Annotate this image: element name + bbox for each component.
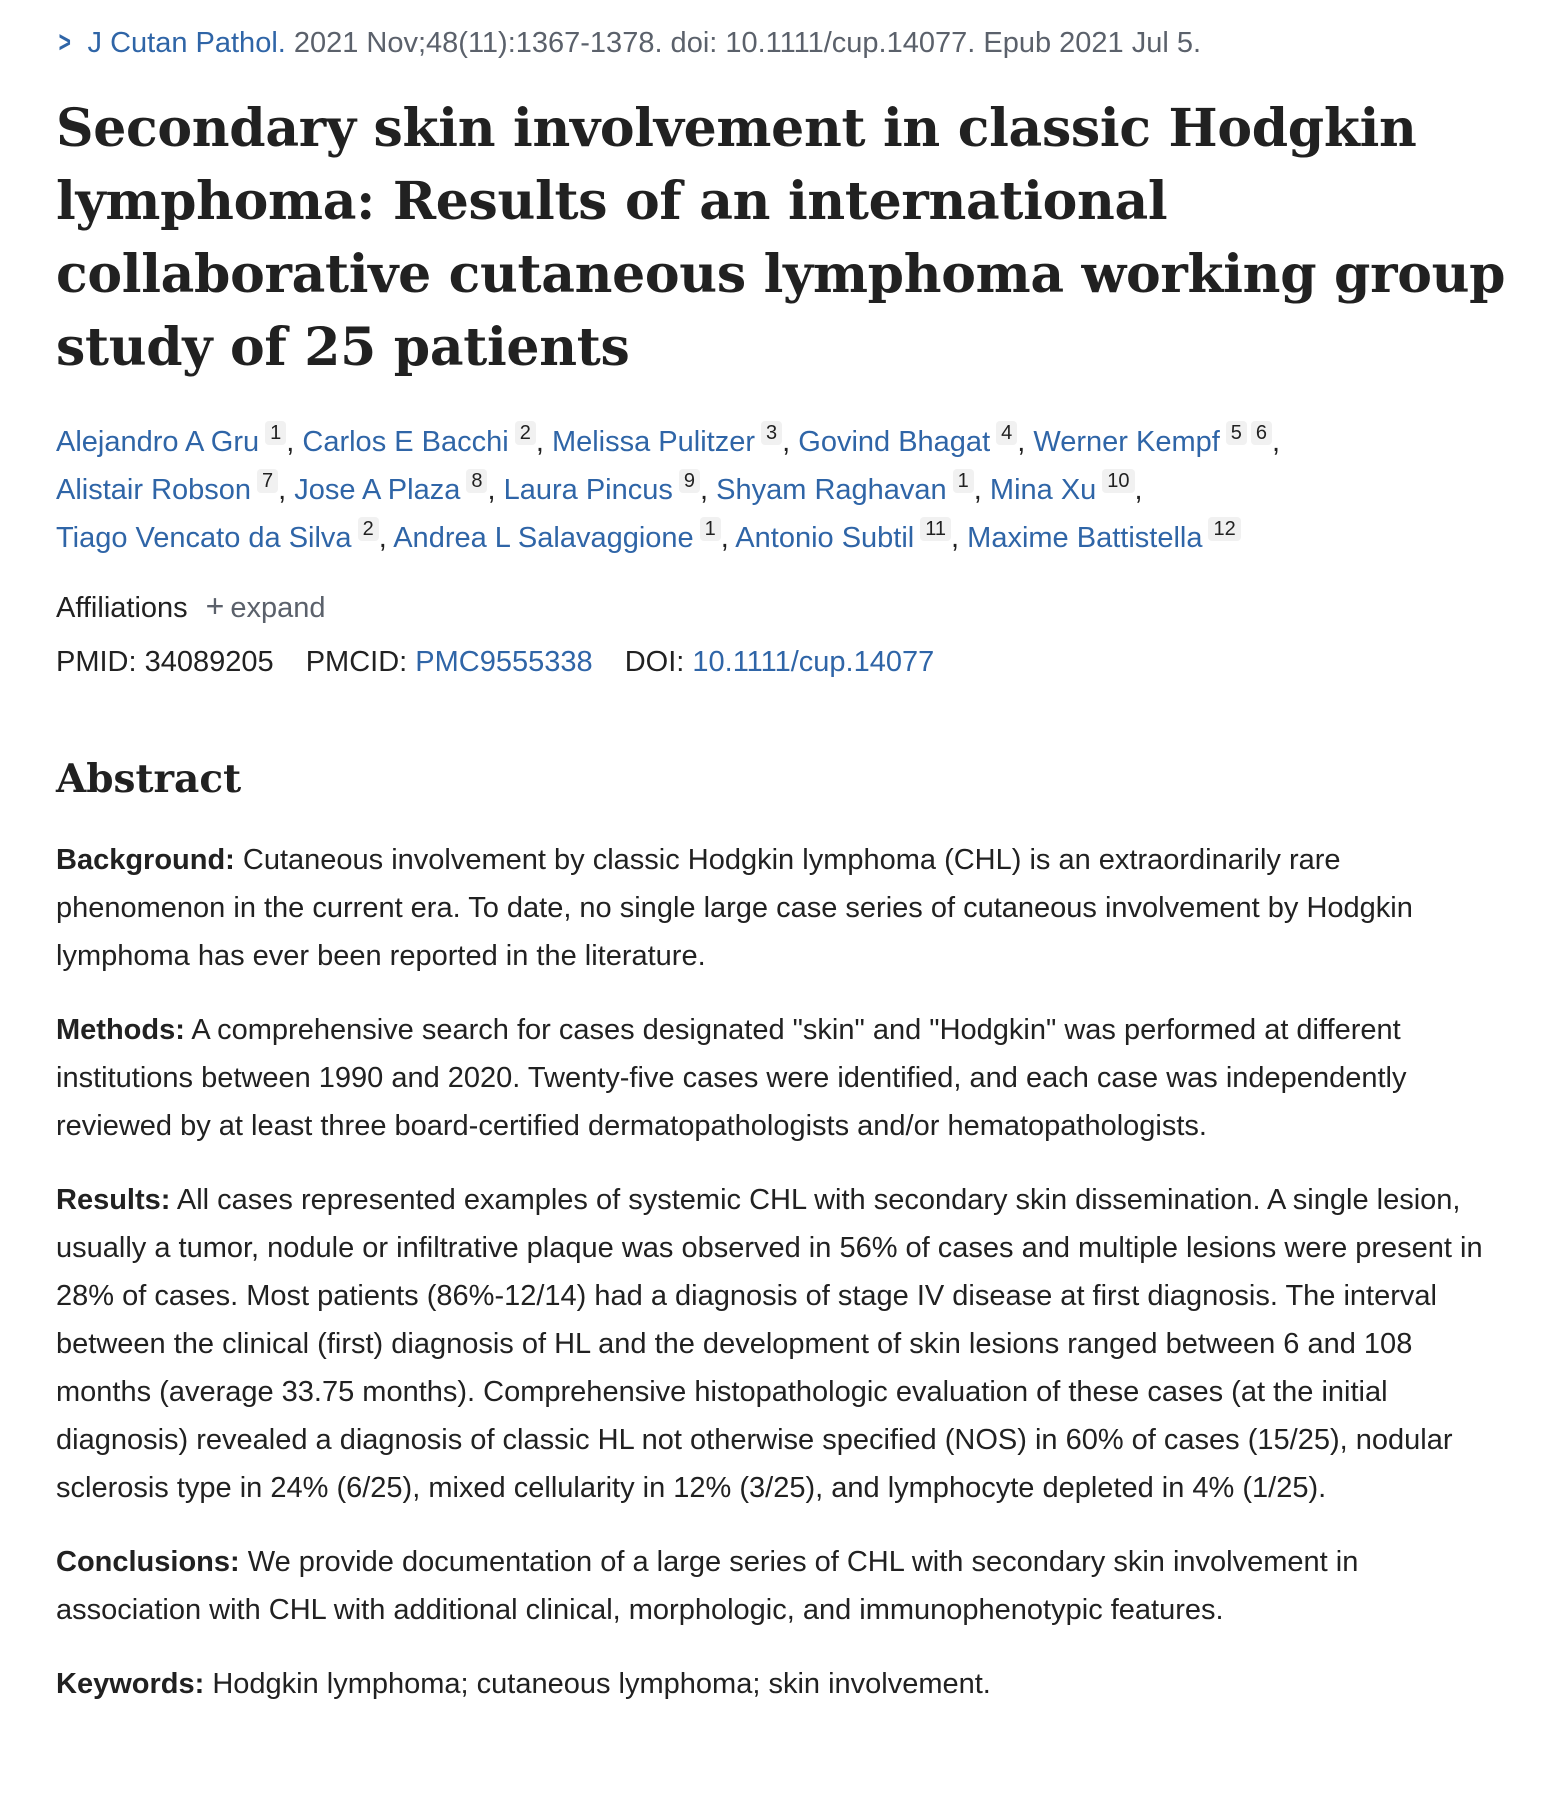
author-link[interactable]: Alistair Robson: [56, 474, 252, 506]
affiliation-number-button[interactable]: 11: [920, 517, 951, 541]
pmid-label: PMID:: [56, 646, 137, 678]
affiliation-number-button[interactable]: 12: [1208, 517, 1240, 541]
author-list: [56, 418, 1506, 562]
author-separator: ,: [782, 426, 799, 458]
author-separator: ,: [1134, 474, 1143, 506]
abstract-results: [56, 1176, 1506, 1512]
author-separator: ,: [973, 474, 990, 506]
author-link[interactable]: Andrea L Salavaggione: [393, 522, 694, 554]
expand-affiliations-button[interactable]: expand: [230, 592, 326, 624]
affiliation-number-button[interactable]: 5: [1226, 421, 1247, 445]
author-link[interactable]: Werner Kempf: [1033, 426, 1220, 458]
author-link[interactable]: Jose A Plaza: [294, 474, 461, 506]
author-link[interactable]: Antonio Subtil: [735, 522, 915, 554]
affiliation-number-button[interactable]: 8: [466, 469, 487, 493]
author-separator: ,: [535, 426, 552, 458]
author-separator: ,: [1272, 426, 1281, 458]
journal-link[interactable]: J Cutan Pathol.: [87, 27, 286, 59]
identifiers-row: [56, 640, 1506, 684]
section-label: Conclusions:: [56, 1546, 240, 1578]
affiliation-number-button[interactable]: 1: [265, 421, 286, 445]
author-link[interactable]: Maxime Battistella: [967, 522, 1203, 554]
section-label: Results:: [56, 1184, 171, 1216]
author-link[interactable]: Govind Bhagat: [798, 426, 991, 458]
citation-line: [56, 22, 1506, 64]
section-text: All cases represented examples of systemic CHL with secondary skin dissemination. A single lesion, usually a tumor, nodule or infiltrative plaque was observed in 56% of cases and multiple lesions were present in 28% of cases. Most patients (86%-12/14) had a diagnosis of stage IV disease at first diagnosis. The interval between the clinical (first) diagnosis of HL and the development of skin lesions ranged between 6 and 108 months (average 33.75 months). Comprehensive histopathologic evaluation of these cases (at the initial diagnosis) revealed a diagnosis of classic HL not otherwise specified (NOS) in 60% of cases (15/25), nodular sclerosis type in 24% (6/25), mixed cellularity in 12% (3/25), and lymphocyte depleted in 4% (1/25).: [56, 1184, 1483, 1504]
pmid-value: 34089205: [144, 646, 274, 678]
chevron-right-icon[interactable]: >: [58, 26, 71, 59]
affiliation-number-button[interactable]: 2: [358, 517, 379, 541]
affiliation-number-button[interactable]: 10: [1102, 469, 1134, 493]
author-separator: ,: [278, 474, 295, 506]
affiliations-label: Affiliations: [56, 592, 188, 624]
abstract-conclusions: [56, 1538, 1506, 1634]
article-title: Secondary skin involvement in classic Hodgkin lymphoma: Results of an international collaborative cutaneous lymphoma working group study of 25 patients: [56, 98, 1506, 378]
author-separator: ,: [700, 474, 717, 506]
author-link[interactable]: Tiago Vencato da Silva: [56, 522, 352, 554]
section-label: Background:: [56, 844, 235, 876]
author-separator: ,: [286, 426, 303, 458]
affiliation-number-button[interactable]: 6: [1251, 421, 1272, 445]
abstract-background: [56, 836, 1506, 980]
author-link[interactable]: Carlos E Bacchi: [302, 426, 509, 458]
affiliations-row: [56, 584, 1506, 630]
keywords-label: Keywords:: [56, 1668, 205, 1700]
pmcid-link[interactable]: PMC9555338: [415, 646, 593, 678]
section-text: A comprehensive search for cases designated "skin" and "Hodgkin" was performed at different institutions between 1990 and 2020. Twenty-five cases were identified, and each case was independently reviewed by at least three board-certified dermatopathologists and/or hematopathologists.: [56, 1014, 1407, 1142]
doi-link[interactable]: 10.1111/cup.14077: [692, 646, 935, 678]
affiliation-number-button[interactable]: 4: [996, 421, 1017, 445]
doi-label: DOI:: [624, 646, 685, 678]
affiliation-number-button[interactable]: 2: [515, 421, 536, 445]
affiliation-number-button[interactable]: 9: [679, 469, 700, 493]
author-separator: ,: [487, 474, 504, 506]
author-separator: ,: [378, 522, 394, 554]
affiliation-number-button[interactable]: 1: [953, 469, 974, 493]
section-text: We provide documentation of a large series of CHL with secondary skin involvement in association with CHL with additional clinical, morphologic, and immunophenotypic features.: [56, 1546, 1359, 1626]
affiliation-number-button[interactable]: 1: [700, 517, 721, 541]
author-link[interactable]: Melissa Pulitzer: [551, 426, 756, 458]
abstract-methods: [56, 1006, 1506, 1150]
author-link[interactable]: Alejandro A Gru: [56, 426, 260, 458]
pmcid-label: PMCID:: [305, 646, 408, 678]
abstract-heading: Abstract: [56, 756, 242, 802]
affiliation-number-button[interactable]: 7: [257, 469, 278, 493]
section-text: Cutaneous involvement by classic Hodgkin lymphoma (CHL) is an extraordinarily rare phenomenon in the current era. To date, no single large case series of cutaneous involvement by Hodgkin lymphoma has ever been reported in the literature.: [56, 844, 1413, 972]
citation-details: 2021 Nov;48(11):1367-1378. doi: 10.1111/cup.14077. Epub 2021 Jul 5.: [293, 27, 1202, 59]
author-separator: ,: [951, 522, 968, 554]
affiliation-number-button[interactable]: 3: [761, 421, 782, 445]
keywords: [56, 1660, 1506, 1708]
author-separator: ,: [720, 522, 736, 554]
plus-icon[interactable]: +: [205, 588, 225, 624]
author-link[interactable]: Laura Pincus: [503, 474, 673, 506]
section-label: Methods:: [56, 1014, 185, 1046]
author-separator: ,: [1017, 426, 1034, 458]
author-link[interactable]: Mina Xu: [989, 474, 1097, 506]
author-link[interactable]: Shyam Raghavan: [716, 474, 947, 506]
keywords-text: Hodgkin lymphoma; cutaneous lymphoma; skin involvement.: [212, 1668, 991, 1700]
